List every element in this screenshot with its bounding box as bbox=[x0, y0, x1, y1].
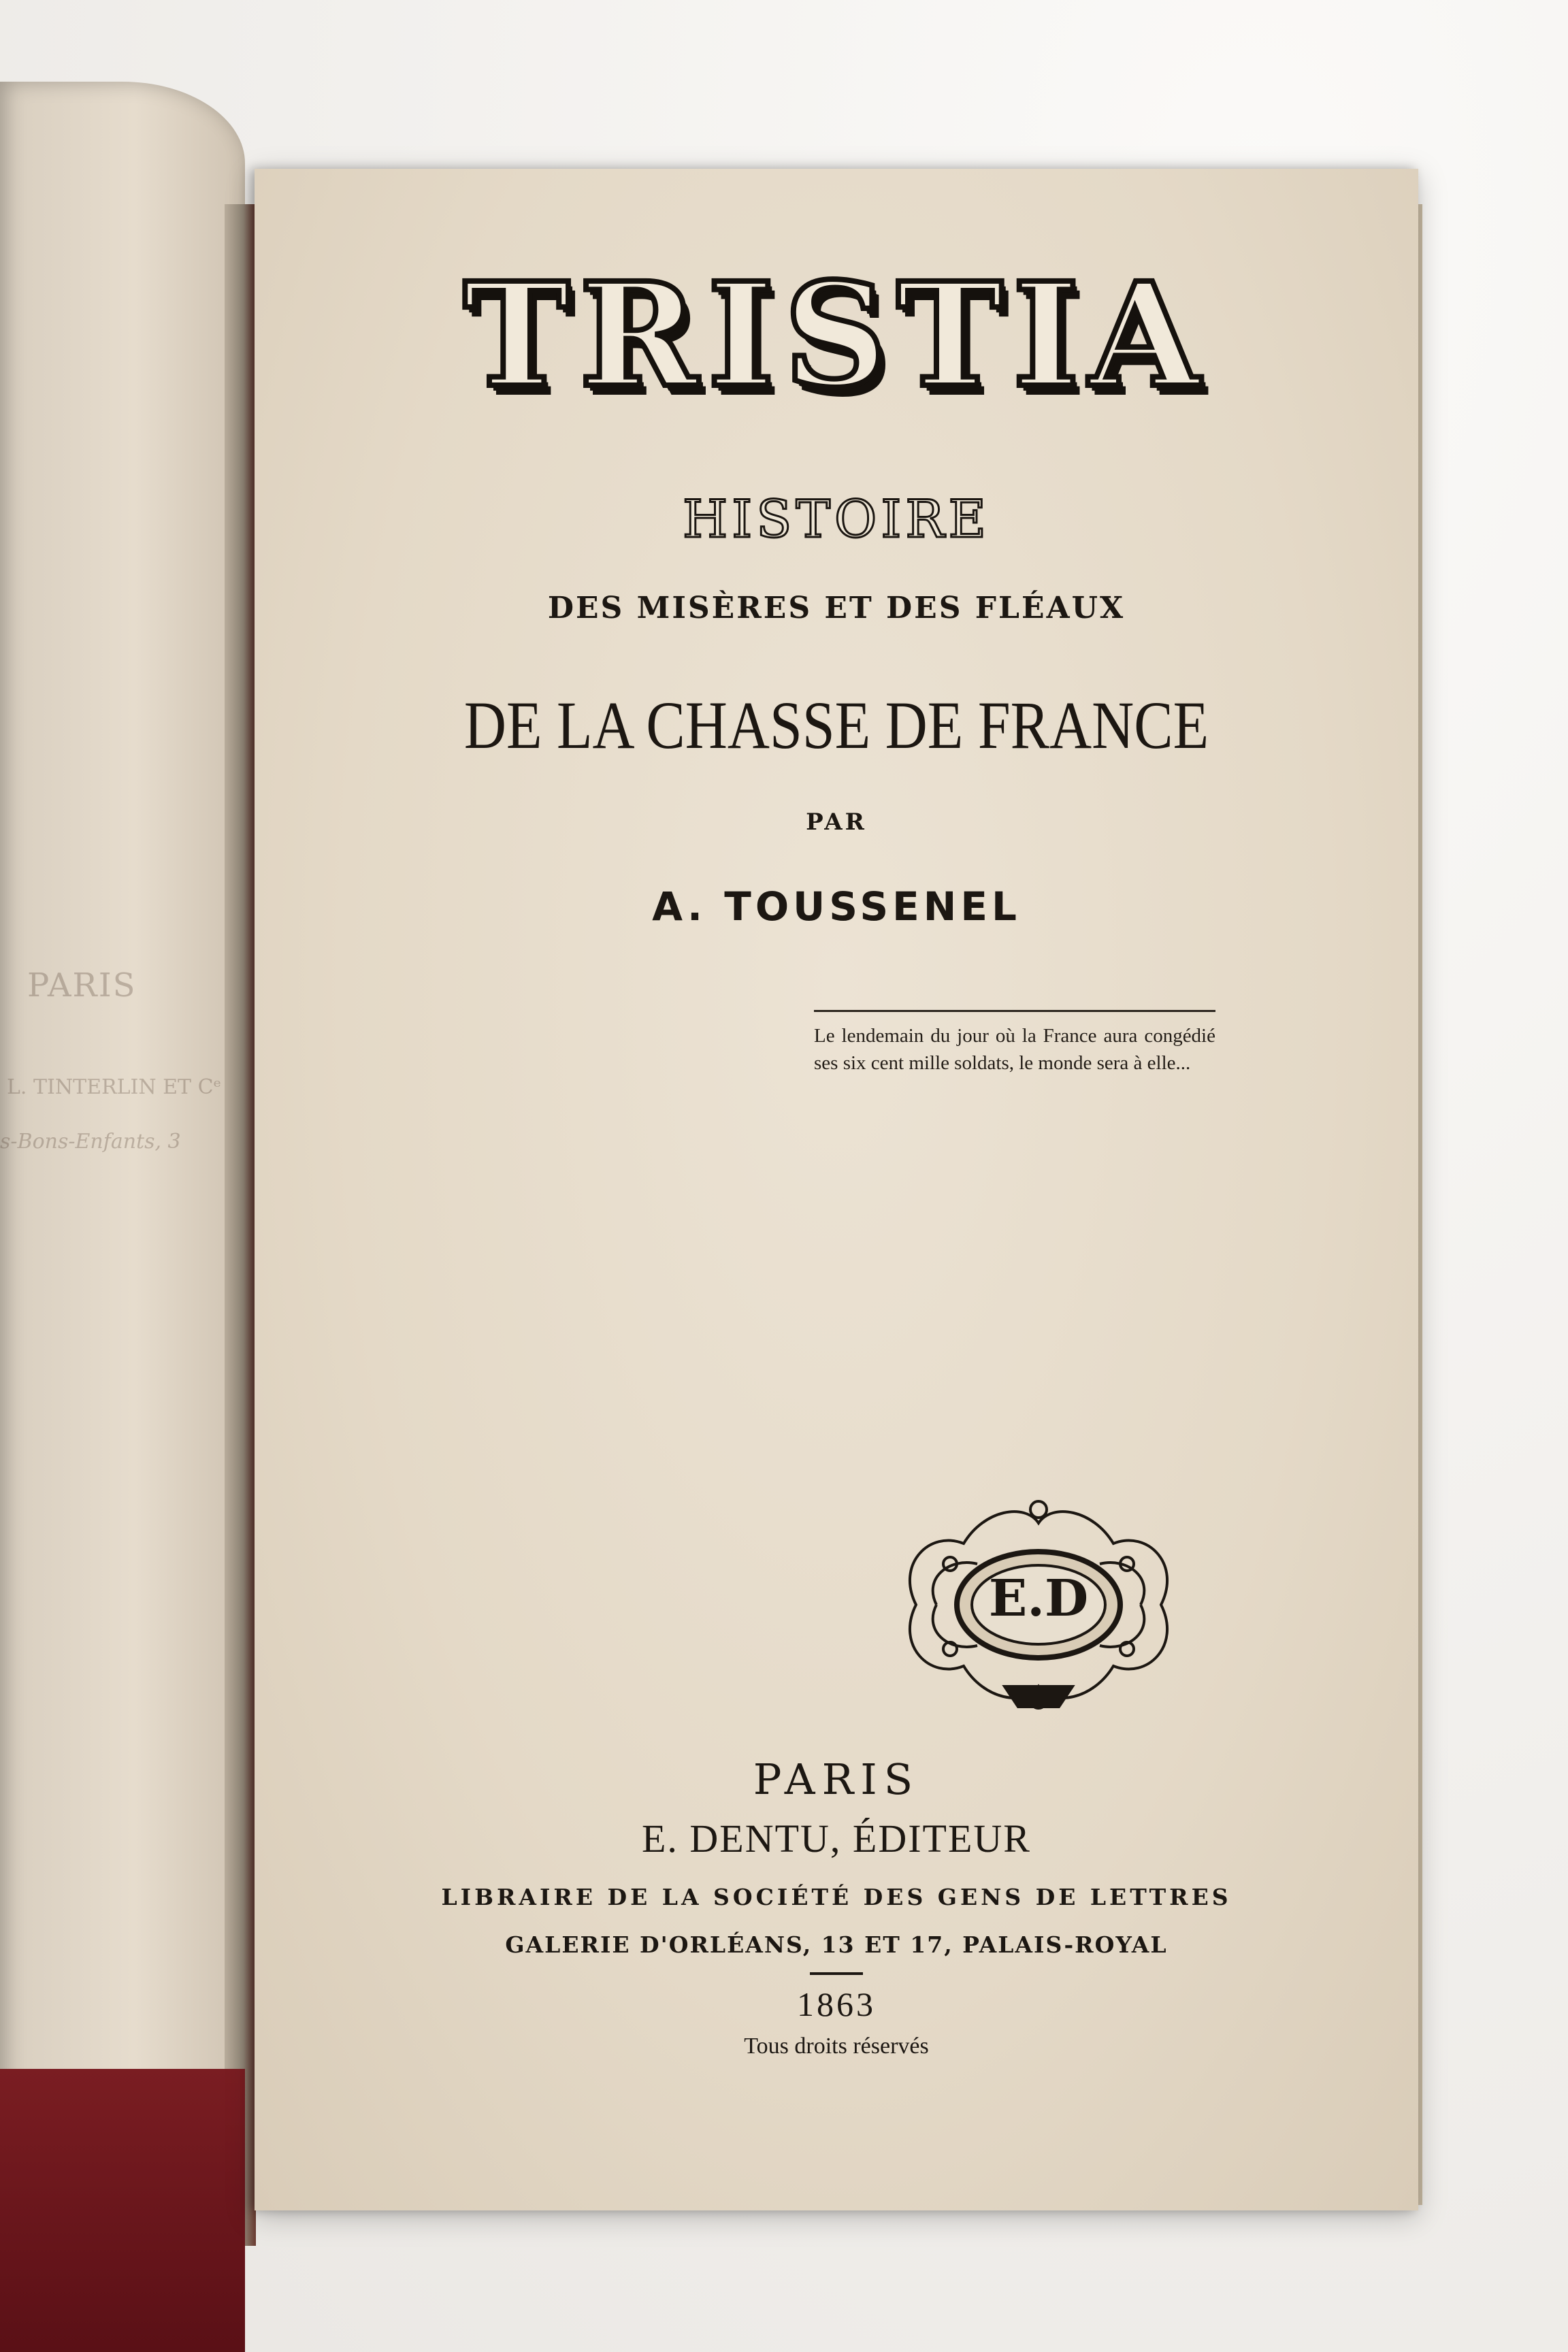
subtitle-line-2: DE LA CHASSE DE FRANCE bbox=[463, 687, 1209, 763]
facing-page-edge bbox=[225, 204, 256, 2246]
rights-notice: Tous droits réservés bbox=[744, 2034, 929, 2059]
histoire-heading: HISTOIRE bbox=[682, 489, 991, 549]
year-rule bbox=[810, 1972, 863, 1975]
publisher-address: GALERIE D'ORLÉANS, 13 ET 17, PALAIS-ROYAL bbox=[505, 1931, 1168, 1958]
subtitle-line-1: DES MISÈRES ET DES FLÉAUX bbox=[547, 591, 1126, 625]
publisher-mark-monogram: E.D bbox=[988, 1569, 1089, 1628]
facing-page bbox=[0, 82, 245, 2259]
epigraph: Le lendemain du jour où la France aura congédié ses six cent mille soldats, le monde sera à elle... bbox=[814, 1025, 1215, 1074]
facing-page-printer: L. TINTERLIN ET Cᵉ bbox=[7, 1075, 222, 1099]
par-label: PAR bbox=[806, 808, 867, 836]
publisher-name: E. DENTU, ÉDITEUR bbox=[641, 1816, 1031, 1861]
title-page bbox=[255, 169, 1418, 2210]
author-name: A. TOUSSENEL bbox=[652, 883, 1021, 930]
facing-page-city: PARIS bbox=[27, 966, 137, 1004]
publisher-society: LIBRAIRE DE LA SOCIÉTÉ DES GENS DE LETTRES bbox=[441, 1884, 1232, 1910]
epigraph-rule bbox=[814, 1010, 1215, 1012]
facing-page-address: s-Bons-Enfants, 3 bbox=[0, 1130, 181, 1154]
red-spine bbox=[0, 2069, 245, 2352]
publication-year: 1863 bbox=[797, 1985, 876, 2023]
book-title: TRISTIA bbox=[463, 251, 1210, 419]
imprint-city: PARIS bbox=[753, 1754, 920, 1804]
